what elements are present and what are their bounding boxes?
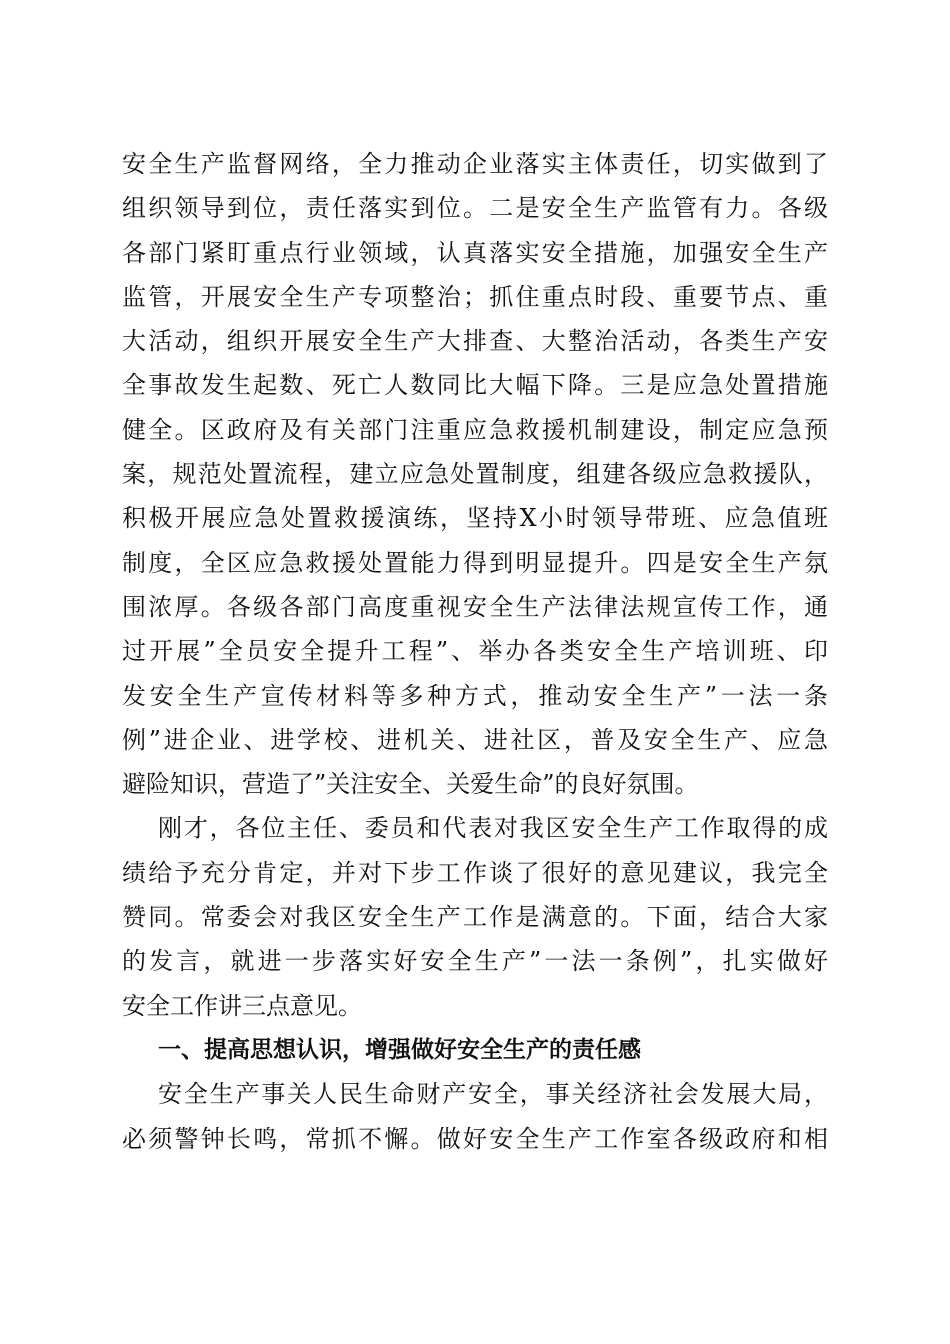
text-line: 绩给予充分肯定，并对下步工作谈了很好的意见建议，我完全 (122, 858, 828, 887)
text-line: 安全生产事关人民生命财产安全，事关经济社会发展大局， (158, 1080, 828, 1109)
text-line: 制度，全区应急救援处置能力得到明显提升。四是安全生产氛 (122, 548, 828, 577)
text-line: 发安全生产宣传材料等多种方式，推动安全生产”一法一条 (122, 681, 828, 710)
text-line: 的发言，就进一步落实好安全生产”一法一条例”，扎实做好 (122, 947, 828, 976)
text-line: 赞同。常委会对我区安全生产工作是满意的。下面，结合大家 (122, 903, 828, 932)
text-line: 避险知识，营造了”关注安全、关爱生命”的良好氛围。 (122, 770, 699, 799)
paragraph-2 (122, 806, 828, 1027)
text-line: 刚才，各位主任、委员和代表对我区安全生产工作取得的成 (158, 814, 828, 843)
text-line: 监管，开展安全生产专项整治；抓住重点时段、重要节点、重 (122, 282, 828, 311)
text-line: 组织领导到位，责任落实到位。二是安全生产监管有力。各级 (122, 194, 828, 223)
document-body (122, 142, 828, 1161)
text-line: 安全工作讲三点意见。 (122, 991, 362, 1020)
text-line: 必须警钟长鸣，常抓不懈。做好安全生产工作室各级政府和相 (122, 1124, 828, 1153)
text-line: 围浓厚。各级各部门高度重视安全生产法律法规宣传工作，通 (122, 592, 828, 621)
text-line: 大活动，组织开展安全生产大排查、大整治活动，各类生产安 (122, 327, 828, 356)
section-heading: 一、提高思想认识，增强做好安全生产的责任感 (158, 1036, 641, 1063)
paragraph-3 (122, 1072, 828, 1161)
text-line: 全事故发生起数、死亡人数同比大幅下降。三是应急处置措施 (122, 371, 828, 400)
text-line: 积极开展应急处置救援演练，坚持X小时领导带班、应急值班 (122, 504, 828, 533)
paragraph-1 (122, 142, 828, 806)
text-line: 案，规范处置流程，建立应急处置制度，组建各级应急救援队， (122, 460, 828, 489)
text-line: 健全。区政府及有关部门注重应急救援机制建设，制定应急预 (122, 415, 828, 444)
text-line: 过开展”全员安全提升工程”、举办各类安全生产培训班、印 (122, 637, 828, 666)
text-line: 例”进企业、进学校、进机关、进社区，普及安全生产、应急 (122, 725, 828, 754)
text-line: 安全生产监督网络，全力推动企业落实主体责任，切实做到了 (122, 150, 828, 178)
text-line: 各部门紧盯重点行业领域，认真落实安全措施，加强安全生产 (122, 238, 828, 267)
